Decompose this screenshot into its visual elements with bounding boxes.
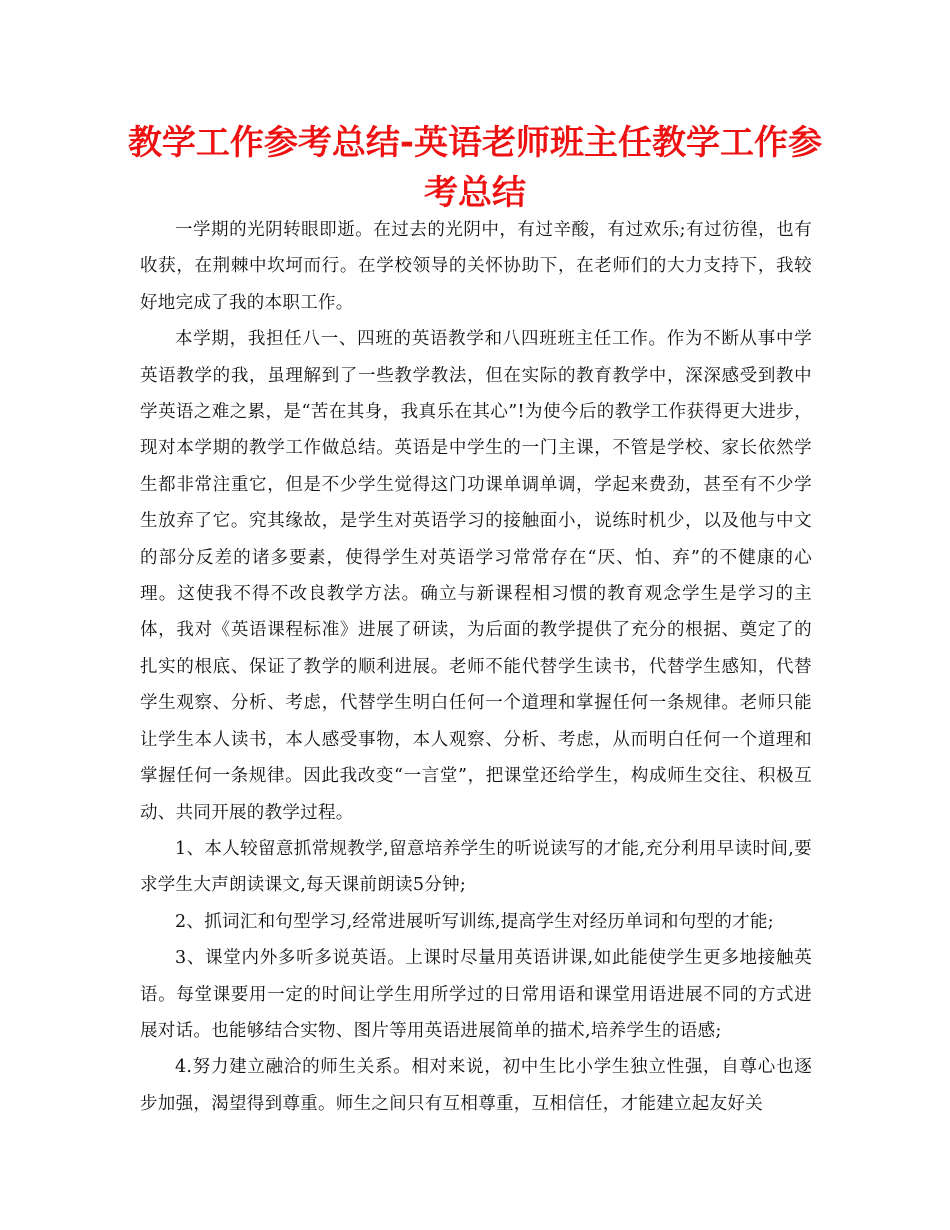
paragraph-point-2: 2、抓词汇和句型学习,经常进展听写训练,提高学生对经历单词和句型的才能; (175, 911, 774, 932)
paragraph-point-1: 1、本人较留意抓常规教学,留意培养学生的听说读写的才能,充分利用早读时间,要求学生大声朗读课文,每天课前朗读5分钟; (140, 838, 812, 896)
paragraph-point-3: 3、课堂内外多听多说英语。上课时尽量用英语讲课,如此能使学生更多地接触英语。每堂课要用一定的时间让学生用所学过的日常用语和课堂用语进展不同的方式进展对话。也能够结合实物、图片等用英语进展简单的描术,培养学生的语感; (140, 948, 812, 1041)
paragraph-semester: 本学期，我担任八一、四班的英语教学和八四班班主任工作。作为不断从事中学英语教学的我，虽理解到了一些教学教法，但在实际的教育教学中，深深感受到教中学英语之难之累，是“苦在其身，我真乐在其心”!为使今后的教学工作获得更大进步，现对本学期的教学工作做总结。英语是中学生的一门主课，不管是学校、家长依然学生都非常注重它，但是不少学生觉得这门功课单调单调，学起来费劲，甚至有不少学生放弃了它。究其缘故，是学生对英语学习的接触面小，说练时机少，以及他与中文的部分反差的诸多要素，使得学生对英语学习常常存在“厌、怕、弃”的不健康的心理。这使我不得不改良教学方法。确立与新课程相习惯的教育观念学生是学习的主体，我对《英语课程标准》进展了研读，为后面的教学提供了充分的根据、奠定了的扎实的根底、保证了教学的顺利进展。老师不能代替学生读书，代替学生感知，代替学生观察、分析、考虑，代替学生明白任何一个道理和掌握任何一条规律。老师只能让学生本人读书，本人感受事物，本人观察、分析、考虑，从而明白任何一个道理和掌握任何一条规律。因此我改变“一言堂”，把课堂还给学生，构成师生交往、积极互动、共同开展的教学过程。 (140, 329, 812, 823)
document-body (140, 212, 812, 1122)
paragraph-point-4: 4.努力建立融洽的师生关系。相对来说，初中生比小学生独立性强，自尊心也逐步加强，渴望得到尊重。师生之间只有互相尊重，互相信任，才能建立起友好关 (140, 1057, 812, 1114)
paragraph-intro: 一学期的光阴转眼即逝。在过去的光阴中，有过辛酸，有过欢乐;有过彷徨，也有收获，在荆棘中坎坷而行。在学校领导的关怀协助下，在老师们的大力支持下，我较好地完成了我的本职工作。 (140, 220, 812, 313)
document-title: 教学工作参考总结-英语老师班主任教学工作参考总结 (127, 123, 823, 213)
